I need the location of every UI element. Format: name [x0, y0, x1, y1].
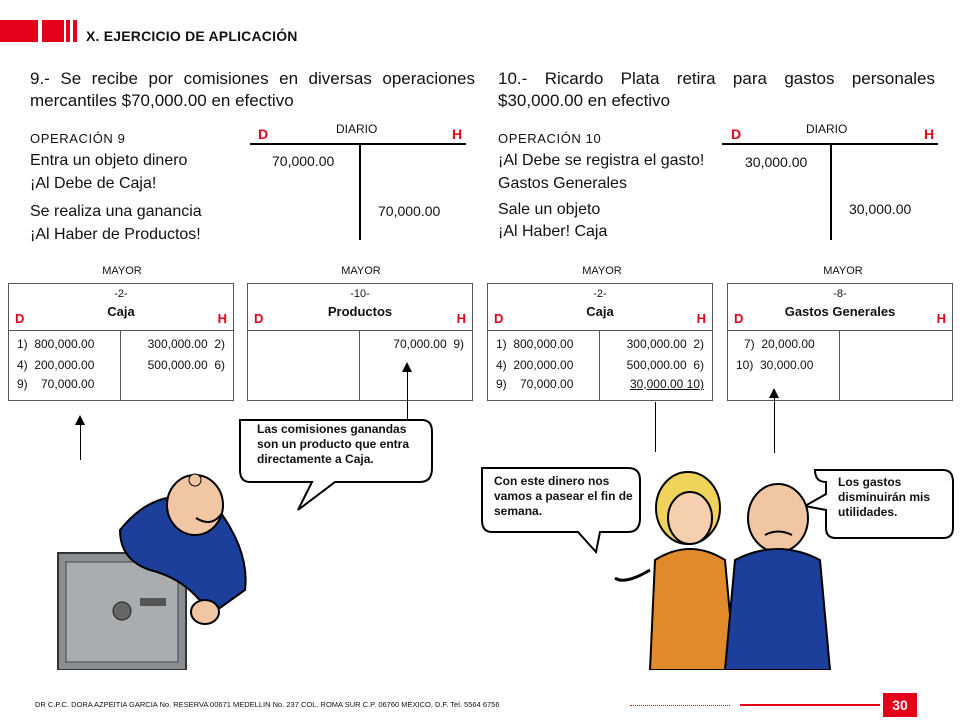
diario-10-vline: [830, 143, 832, 240]
ledger-caja-9: [8, 283, 234, 401]
problem-9-text: 9.- Se recibe por comisiones en diversas operaciones mercantiles $70,000.00 en efectivo: [30, 69, 475, 110]
ledger-d: D: [15, 311, 25, 326]
op9-line-1: Entra un objeto dinero: [30, 152, 188, 169]
ledger-d: D: [254, 311, 264, 326]
mayor-title: MAYOR: [582, 265, 622, 277]
ledger-debit-entry: 4) 200,000.00: [17, 358, 95, 372]
operation-9-label: OPERACIÓN 9: [30, 131, 126, 146]
footer-text: DR C.P.C. DORA AZPEITIA GARCIA No. RESERVA 00671 MEDELLIN No. 237 COL. ROMA SUR C.P. 06760 MEXICO, D.F. Tel. 5564 6756: [35, 700, 500, 709]
ledger-hline: [9, 330, 233, 331]
ledger-hline: [488, 330, 712, 331]
ledger-caja-10: [487, 283, 713, 401]
ledger-hline: [248, 330, 472, 331]
ledger-credit-entry: 500,000.00 6): [147, 358, 225, 372]
diario-10-credit: 30,000.00: [849, 201, 912, 217]
ledger-debit-entry: 1) 800,000.00: [17, 337, 95, 351]
ledger-gastos-generales: [727, 283, 953, 401]
businessman-icon: [748, 484, 808, 552]
diario-9-hline: [250, 143, 466, 145]
diario-9-title: DIARIO: [336, 122, 378, 136]
ledger-productos: [247, 283, 473, 401]
ledger-debit-entry: 10) 30,000.00: [736, 358, 814, 372]
ledger-vline: [120, 330, 121, 400]
footer-rule: [740, 704, 880, 706]
op10-line-4: ¡Al Haber! Caja: [498, 223, 608, 240]
ledger-number: -10-: [350, 288, 370, 300]
op9-line-4: ¡Al Haber de Productos!: [30, 226, 201, 243]
op9-line-2: ¡Al Debe de Caja!: [30, 175, 157, 192]
footer-dots: [630, 705, 730, 706]
ledger-debit-entry: 7) 20,000.00: [744, 337, 815, 351]
diario-10-debit: 30,000.00: [745, 154, 808, 170]
ledger-name: Caja: [586, 304, 614, 319]
ledger-h: H: [456, 311, 466, 326]
ledger-number: -8-: [833, 288, 847, 300]
diario-9-vline: [359, 143, 361, 240]
bubble-comisiones-text: Las comisiones ganandas son un producto que entra directamente a Caja.: [257, 422, 409, 466]
ledger-name: Productos: [327, 304, 393, 319]
ledger-hline: [728, 330, 952, 331]
diario-10-h: H: [924, 126, 935, 142]
operation-10-label: OPERACIÓN 10: [498, 131, 602, 146]
ledger-vline: [359, 330, 360, 400]
diario-10-title: DIARIO: [806, 122, 848, 136]
ledger-name: Gastos Generales: [784, 304, 896, 319]
mayor-title: MAYOR: [823, 265, 863, 277]
ledger-credit-entry: 300,000.00 2): [626, 337, 704, 351]
ledger-credit-entry: 300,000.00 2): [147, 337, 225, 351]
bubble-gastos-text: Los gastos disminuirán mis utilidades.: [838, 475, 931, 519]
ledger-d: D: [494, 311, 504, 326]
diario-9-debit: 70,000.00: [272, 153, 335, 169]
diario-9-d: D: [258, 126, 269, 142]
mayor-title: MAYOR: [341, 265, 381, 277]
ledger-h: H: [696, 311, 706, 326]
op10-line-3: Sale un objeto: [498, 201, 601, 218]
op9-line-3: Se realiza una ganancia: [30, 203, 202, 220]
ledger-h: H: [936, 311, 946, 326]
ledger-vline: [599, 330, 600, 400]
section-title: X. EJERCICIO DE APLICACIÓN: [86, 28, 298, 44]
ledger-vline: [839, 330, 840, 400]
op10-line-2: Gastos Generales: [498, 175, 627, 192]
bubble-pasear-text: Con este dinero nos vamos a pasear el fin de semana.: [494, 474, 633, 518]
ledger-debit-entry: 4) 200,000.00: [496, 358, 574, 372]
ledger-number: -2-: [593, 288, 607, 300]
cartoon-illustration: [0, 410, 960, 670]
ledger-h: H: [217, 311, 227, 326]
ledger-debit-entry: 9) 70,000.00: [17, 377, 95, 391]
ledger-credit-entry: 500,000.00 6): [626, 358, 704, 372]
ledger-credit-entry: 30,000.00 10): [629, 377, 704, 391]
diario-9-credit: 70,000.00: [378, 203, 441, 219]
page-number: 30: [883, 693, 917, 717]
mayor-title: MAYOR: [102, 265, 142, 277]
ledger-debit-entry: 1) 800,000.00: [496, 337, 574, 351]
problem-10-text: 10.- Ricardo Plata retira para gastos personales $30,000.00 en efectivo: [498, 69, 935, 110]
ledger-name: Caja: [107, 304, 135, 319]
op10-line-1: ¡Al Debe se registra el gasto!: [498, 152, 705, 169]
ledger-d: D: [734, 311, 744, 326]
ledger-number: -2-: [114, 288, 128, 300]
ledger-debit-entry: 9) 70,000.00: [496, 377, 574, 391]
diario-9-h: H: [452, 126, 463, 142]
diario-10-d: D: [731, 126, 742, 142]
ledger-credit-entry: 70,000.00 9): [393, 337, 464, 351]
